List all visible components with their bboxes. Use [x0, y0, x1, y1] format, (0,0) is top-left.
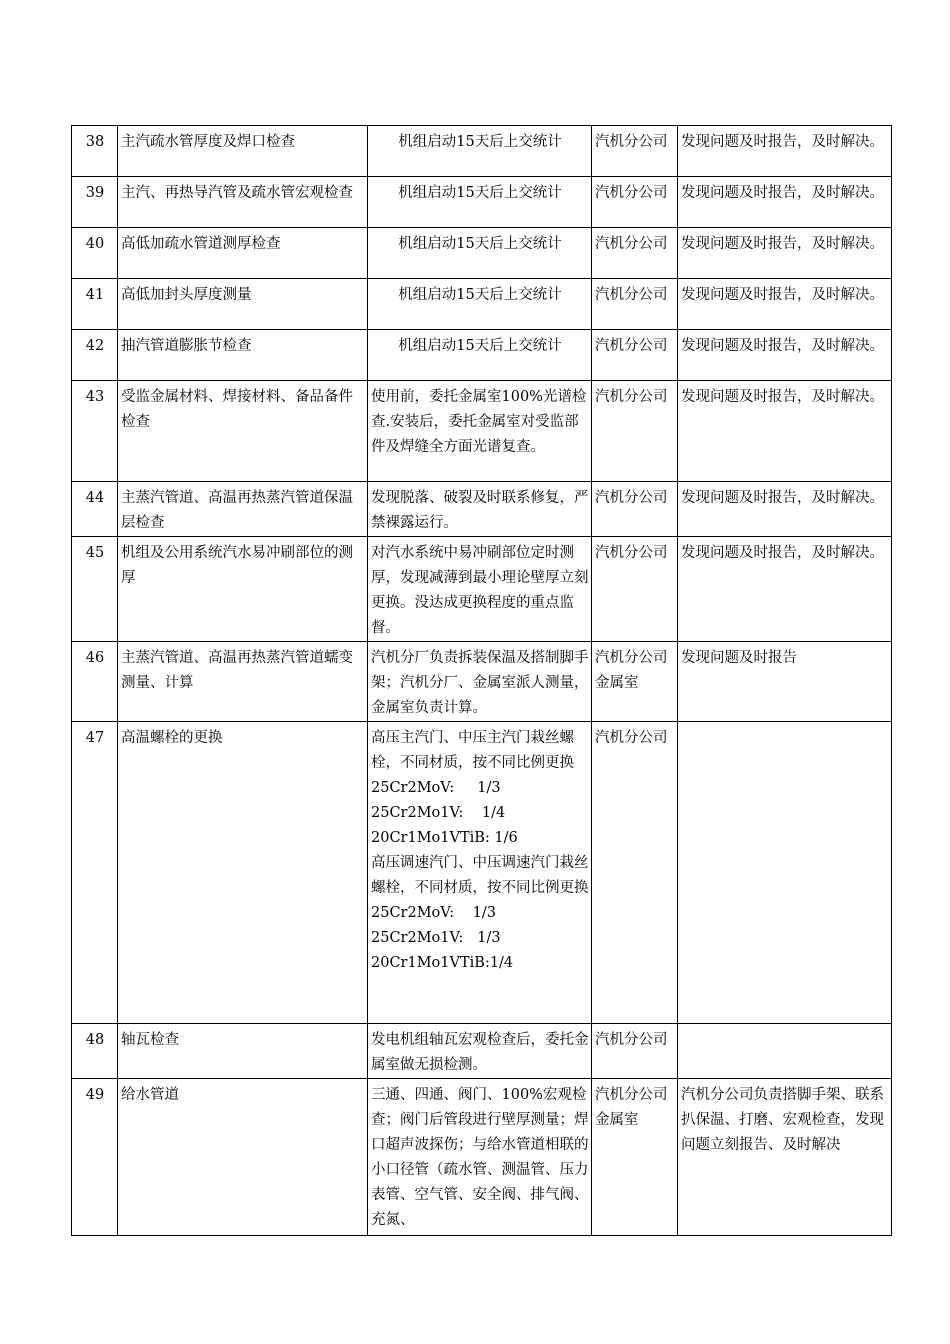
- table-row: [72, 482, 892, 537]
- note-cell: [678, 722, 892, 1024]
- row-number: 47: [72, 722, 118, 1024]
- inspection-item: 高低加疏水管道测厚检查: [118, 228, 368, 279]
- responsible-dept: 汽机分公司: [592, 722, 678, 1024]
- note-cell: [678, 1024, 892, 1079]
- row-number: 46: [72, 642, 118, 722]
- note-cell: 发现问题及时报告，及时解决。: [678, 482, 892, 537]
- inspection-item: 主蒸汽管道、高温再热蒸汽管道保温层检查: [118, 482, 368, 537]
- note-cell: 发现问题及时报告，及时解决。: [678, 279, 892, 330]
- measure-text: 25Cr2MoV: 1/3: [371, 780, 501, 796]
- measure-text: 25Cr2Mo1V: 1/3: [371, 930, 501, 946]
- inspection-item: 主汽、再热导汽管及疏水管宏观检查: [118, 177, 368, 228]
- table-row: [72, 177, 892, 228]
- responsible-dept: 汽机分公司: [592, 537, 678, 642]
- inspection-item: 轴瓦检查: [118, 1024, 368, 1079]
- measure-text: 高压主汽门、中压主汽门栽丝螺栓，不同材质，按不同比例更换: [371, 730, 574, 771]
- responsible-dept: 汽机分公司: [592, 177, 678, 228]
- row-number: 40: [72, 228, 118, 279]
- inspection-item: 主蒸汽管道、高温再热蒸汽管道蠕变测量、计算: [118, 642, 368, 722]
- measures-cell: [368, 279, 592, 330]
- table-row: [72, 1024, 892, 1079]
- measures-cell: [368, 722, 592, 1024]
- responsible-dept: 汽机分公司: [592, 126, 678, 177]
- note-cell: 发现问题及时报告，及时解决。: [678, 228, 892, 279]
- note-cell: 发现问题及时报告，及时解决。: [678, 126, 892, 177]
- note-cell: 发现问题及时报告，及时解决。: [678, 381, 892, 482]
- note-cell: 发现问题及时报告: [678, 642, 892, 722]
- table-row: [72, 381, 892, 482]
- measures-cell: [368, 228, 592, 279]
- measure-text: 高压调速汽门、中压调速汽门栽丝螺栓，不同材质，按不同比例更换: [371, 855, 589, 896]
- row-number: 45: [72, 537, 118, 642]
- table-row: [72, 722, 892, 1024]
- measures-cell: [368, 330, 592, 381]
- responsible-dept: 汽机分公司: [592, 279, 678, 330]
- measure-text: 机组启动15天后上交统计: [398, 236, 562, 252]
- measures-cell: [368, 381, 592, 482]
- measures-cell: [368, 1079, 592, 1236]
- row-number: 49: [72, 1079, 118, 1236]
- inspection-item: 机组及公用系统汽水易冲刷部位的测厚: [118, 537, 368, 642]
- measure-text: 发电机组轴瓦宏观检查后，委托金属室做无损检测。: [371, 1032, 589, 1073]
- note-cell: 汽机分公司负责搭脚手架、联系扒保温、打磨、宏观检查，发现问题立刻报告、及时解决: [678, 1079, 892, 1236]
- measures-cell: [368, 537, 592, 642]
- table-row: [72, 642, 892, 722]
- measure-text: 25Cr2MoV: 1/3: [371, 905, 496, 921]
- measure-text: 机组启动15天后上交统计: [398, 287, 562, 303]
- table-body: [72, 126, 892, 1236]
- responsible-dept: 汽机分公司: [592, 1024, 678, 1079]
- measures-cell: [368, 177, 592, 228]
- measure-text: 机组启动15天后上交统计: [398, 185, 562, 201]
- responsible-dept: 汽机分公司: [592, 381, 678, 482]
- measure-text: 20Cr1Mo1VTiB:1/4: [371, 955, 514, 971]
- inspection-item: 给水管道: [118, 1079, 368, 1236]
- table-row: [72, 279, 892, 330]
- row-number: 41: [72, 279, 118, 330]
- responsible-dept: 汽机分公司: [592, 482, 678, 537]
- row-number: 39: [72, 177, 118, 228]
- row-number: 48: [72, 1024, 118, 1079]
- note-cell: 发现问题及时报告，及时解决。: [678, 177, 892, 228]
- inspection-item: 高温螺栓的更换: [118, 722, 368, 1024]
- table-row: [72, 228, 892, 279]
- measures-cell: [368, 482, 592, 537]
- responsible-dept: 汽机分公司金属室: [592, 642, 678, 722]
- table-row: [72, 330, 892, 381]
- measure-text: 25Cr2Mo1V: 1/4: [371, 805, 506, 821]
- note-cell: 发现问题及时报告，及时解决。: [678, 330, 892, 381]
- measure-text: 机组启动15天后上交统计: [398, 338, 562, 354]
- responsible-dept: 汽机分公司金属室: [592, 1079, 678, 1236]
- inspection-item: 受监金属材料、焊接材料、备品备件检查: [118, 381, 368, 482]
- measures-cell: [368, 642, 592, 722]
- measures-cell: [368, 126, 592, 177]
- measure-text: 机组启动15天后上交统计: [398, 134, 562, 150]
- measure-text: 三通、四通、阀门、100%宏观检查；阀门后管段进行壁厚测量；焊口超声波探伤；与给水管道相联的小口径管（疏水管、测温管、压力表管、空气管、安全阀、排气阀、充氮、: [371, 1087, 589, 1228]
- row-number: 38: [72, 126, 118, 177]
- inspection-item: 高低加封头厚度测量: [118, 279, 368, 330]
- measure-text: 汽机分厂负责拆装保温及搭制脚手架；汽机分厂、金属室派人测量，金属室负责计算。: [371, 650, 589, 716]
- note-cell: 发现问题及时报告，及时解决。: [678, 537, 892, 642]
- row-number: 43: [72, 381, 118, 482]
- inspection-item: 抽汽管道膨胀节检查: [118, 330, 368, 381]
- measures-cell: [368, 1024, 592, 1079]
- measure-text: 20Cr1Mo1VTiB: 1/6: [371, 830, 518, 846]
- inspection-item: 主汽疏水管厚度及焊口检查: [118, 126, 368, 177]
- inspection-table: [71, 125, 892, 1236]
- responsible-dept: 汽机分公司: [592, 330, 678, 381]
- measure-text: 使用前，委托金属室100%光谱检查.安装后，委托金属室对受监部件及焊缝全方面光谱复查。: [371, 389, 587, 455]
- row-number: 42: [72, 330, 118, 381]
- table-row: [72, 1079, 892, 1236]
- table-row: [72, 126, 892, 177]
- measure-text: 发现脱落、破裂及时联系修复，严禁裸露运行。: [371, 490, 589, 531]
- table-row: [72, 537, 892, 642]
- responsible-dept: 汽机分公司: [592, 228, 678, 279]
- measure-text: 对汽水系统中易冲刷部位定时测厚，发现减薄到最小理论壁厚立刻更换。没达成更换程度的重点监督。: [371, 545, 589, 636]
- row-number: 44: [72, 482, 118, 537]
